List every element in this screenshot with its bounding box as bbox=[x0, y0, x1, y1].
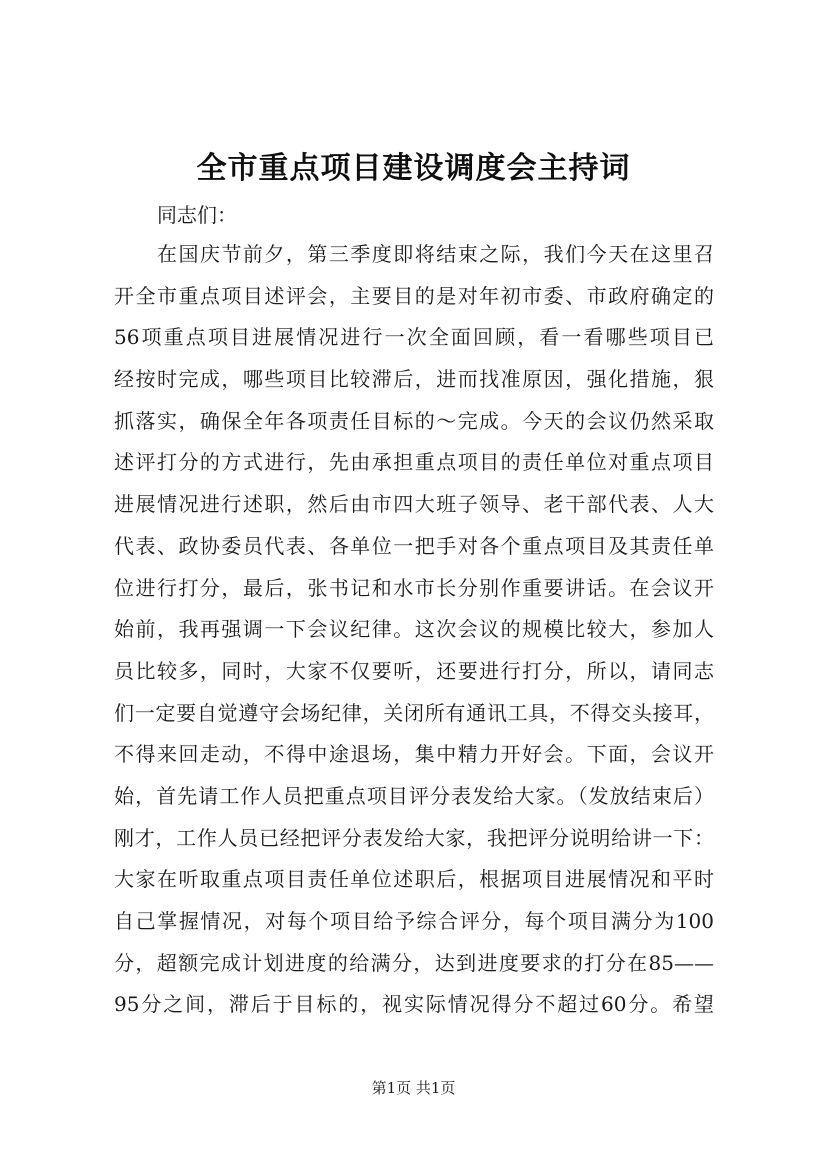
body-line: 分，超额完成计划进度的给满分，达到进度要求的打分在85—— bbox=[114, 950, 714, 975]
body-line: 抓落实，确保全年各项责任目标的～完成。今天的会议仍然采取 bbox=[114, 408, 714, 433]
body-line: 刚才，工作人员已经把评分表发给大家，我把评分说明给讲一下： bbox=[114, 825, 714, 850]
body-line: 员比较多，同时，大家不仅要听，还要进行打分，所以，请同志 bbox=[114, 658, 714, 683]
document-title: 全市重点项目建设调度会主持词 bbox=[196, 151, 631, 186]
body-line: 95分之间，滞后于目标的，视实际情况得分不超过60分。希望 bbox=[114, 992, 714, 1017]
page-footer: 第1页 共1页 bbox=[371, 1079, 456, 1097]
body-line: 开全市重点项目述评会，主要目的是对年初市委、市政府确定的 bbox=[114, 283, 714, 308]
body-line: 始，首先请工作人员把重点项目评分表发给大家。（发放结束后） bbox=[114, 783, 714, 808]
body-line: 始前，我再强调一下会议纪律。这次会议的规模比较大，参加人 bbox=[114, 617, 714, 642]
body-line: 自己掌握情况，对每个项目给予综合评分，每个项目满分为100 bbox=[114, 909, 714, 933]
body-line: 在国庆节前夕，第三季度即将结束之际，我们今天在这里召 bbox=[157, 242, 714, 266]
body-text bbox=[114, 240, 714, 1032]
body-line: 大家在听取重点项目责任单位述职后，根据项目进展情况和平时 bbox=[114, 867, 714, 892]
body-line: 56项重点项目进展情况进行一次全面回顾，看一看哪些项目已 bbox=[114, 325, 714, 350]
body-line: 们一定要自觉遵守会场纪律，关闭所有通讯工具，不得交头接耳， bbox=[114, 700, 714, 725]
body-line: 代表、政协委员代表、各单位一把手对各个重点项目及其责任单 bbox=[114, 533, 714, 558]
greeting: 同志们： bbox=[157, 203, 237, 227]
body-line: 经按时完成，哪些项目比较滞后，进而找准原因，强化措施，狠 bbox=[114, 367, 714, 392]
body-line: 进展情况进行述职，然后由市四大班子领导、老干部代表、人大 bbox=[114, 492, 714, 517]
body-line: 位进行打分，最后，张书记和水市长分别作重要讲话。在会议开 bbox=[114, 575, 714, 600]
body-line: 述评打分的方式进行，先由承担重点项目的责任单位对重点项目 bbox=[114, 450, 714, 475]
body-line: 不得来回走动，不得中途退场，集中精力开好会。下面，会议开 bbox=[114, 742, 714, 767]
